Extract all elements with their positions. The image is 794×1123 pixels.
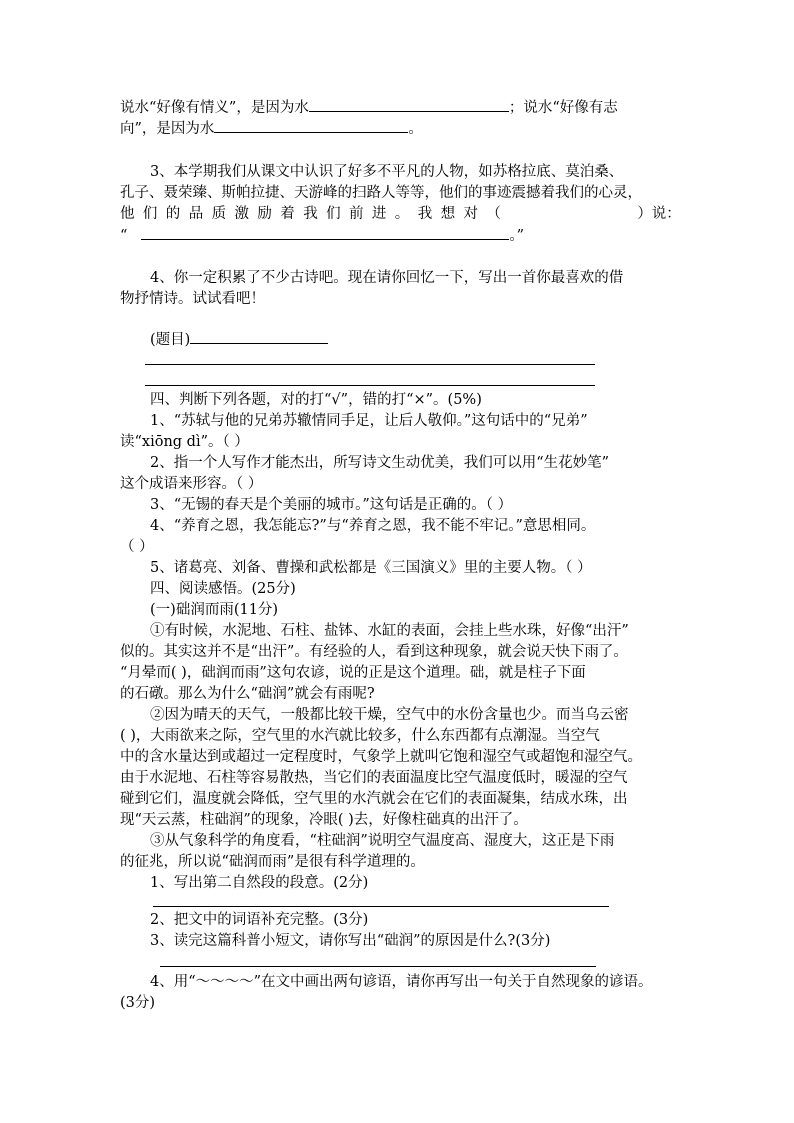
passage-line: ( )，大雨欲来之际，空气里的水汽就比较多，什么东西都有点潮湿。当空气 [120,728,600,744]
judge-item: 5、诸葛亮、刘备、曹操和武松都是《三国演义》里的主要人物。（ ） [150,560,592,576]
passage-title: (一)础润而雨(11分) [150,602,279,618]
passage-line: 的征兆，所以说“础润而雨”是很有科学道理的。 [120,854,425,870]
answer-line[interactable] [153,906,609,907]
reading-question: 1、写出第二自然段的段意。(2分) [150,875,369,891]
text-line: 这个成语来形容。（ ） [120,476,263,492]
passage-line: 的石礅。那么为什么“础润”就会有雨呢? [120,686,375,702]
passage-line: “月晕而( )，础润而雨”这句农谚，说的正是这个道理。础，就是柱子下面 [120,665,586,681]
judge-item: 3、“无锡的春天是个美丽的城市。”这句话是正确的。（ ） [150,497,513,513]
judge-item: 1、“苏轼与他的兄弟苏辙情同手足，让后人敬仰。”这句话中的“兄弟” [150,413,588,429]
poem-title-line: (题目) [150,329,328,350]
judge-item: 4、“养育之恩，我怎能忘?”与“养育之恩，我不能不牢记。”意思相同。 [150,518,596,534]
text-line: (3分) [120,995,156,1011]
text-line: 孔子、聂荣臻、斯帕拉捷、天游峰的扫路人等等，他们的事迹震撼着我们的心灵， [120,185,642,201]
question-3-line: 3、本学期我们从课文中认识了好多不平凡的人物，如苏格拉底、莫泊桑、 [150,164,624,180]
passage-line: 似的。其实这并不是“出汗”。有经验的人，看到这种现象，就会说天快下雨了。 [120,644,628,660]
text-line: （ ） [120,539,154,555]
answer-blank[interactable] [309,97,509,112]
passage-line: ③从气象科学的角度看，“柱础润”说明空气温度高、湿度大，这正是下雨 [150,833,615,849]
text-line: 说水“好像有情义”，是因为水 ；说水“好像有志 [120,97,618,118]
section-heading: 四、判断下列各题，对的打“√”，错的打“×”。(5%) [150,392,482,408]
text-line: 读“xiōng dì”。（ ） [120,434,249,450]
answer-blank[interactable] [141,225,509,240]
question-4-line: 4、你一定积累了不少古诗吧。现在请你回忆一下，写出一首你最喜欢的借 [150,270,624,286]
text-line: “ 。” [120,225,524,246]
passage-line: 由于水泥地、石柱等容易散热，当它们的表面温度比空气温度低时，暖湿的空气 [120,770,628,786]
text-line: 物抒情诗。试试看吧！ [120,291,265,307]
passage-line: ①有时候，水泥地、石柱、盐钵、水缸的表面，会挂上些水珠，好像“出汗” [150,623,629,639]
answer-line[interactable] [160,966,596,967]
reading-question: 2、把文中的词语补充完整。(3分) [150,912,369,928]
passage-line: 碰到它们，温度就会降低，空气里的水汽就会在它们的表面凝集，结成水珠，出 [120,791,628,807]
passage-line: 现“天云蒸，柱础润”的现象，冷眼( )去，好像柱础真的出汗了。 [120,812,528,828]
section-heading: 四、阅读感悟。(25分) [150,581,296,597]
passage-line: 中的含水量达到或超过一定程度时，气象学上就叫它饱和湿空气或超饱和湿空气。 [120,749,642,765]
judge-item: 2、指一个人写作才能杰出，所写诗文生动优美，我们可以用“生花妙笔” [150,455,610,471]
answer-line[interactable] [145,364,595,365]
reading-question: 3、读完这篇科普小短文，请你写出“础润”的原因是什么?(3分) [150,933,551,949]
reading-question: 4、用“～～～～”在文中画出两句谚语，请你再写出一句关于自然现象的谚语。 [150,974,653,990]
answer-blank[interactable] [190,329,328,344]
answer-line[interactable] [145,385,595,386]
text-line: 向”，是因为水 。 [120,118,423,139]
answer-blank[interactable] [214,118,408,133]
passage-line: ②因为晴天的天气，一般都比较干燥，空气中的水份含量也少。而当乌云密 [150,707,629,723]
text-line: 他们的品质激励着我们前进。我想对（ ）说： [120,206,681,222]
